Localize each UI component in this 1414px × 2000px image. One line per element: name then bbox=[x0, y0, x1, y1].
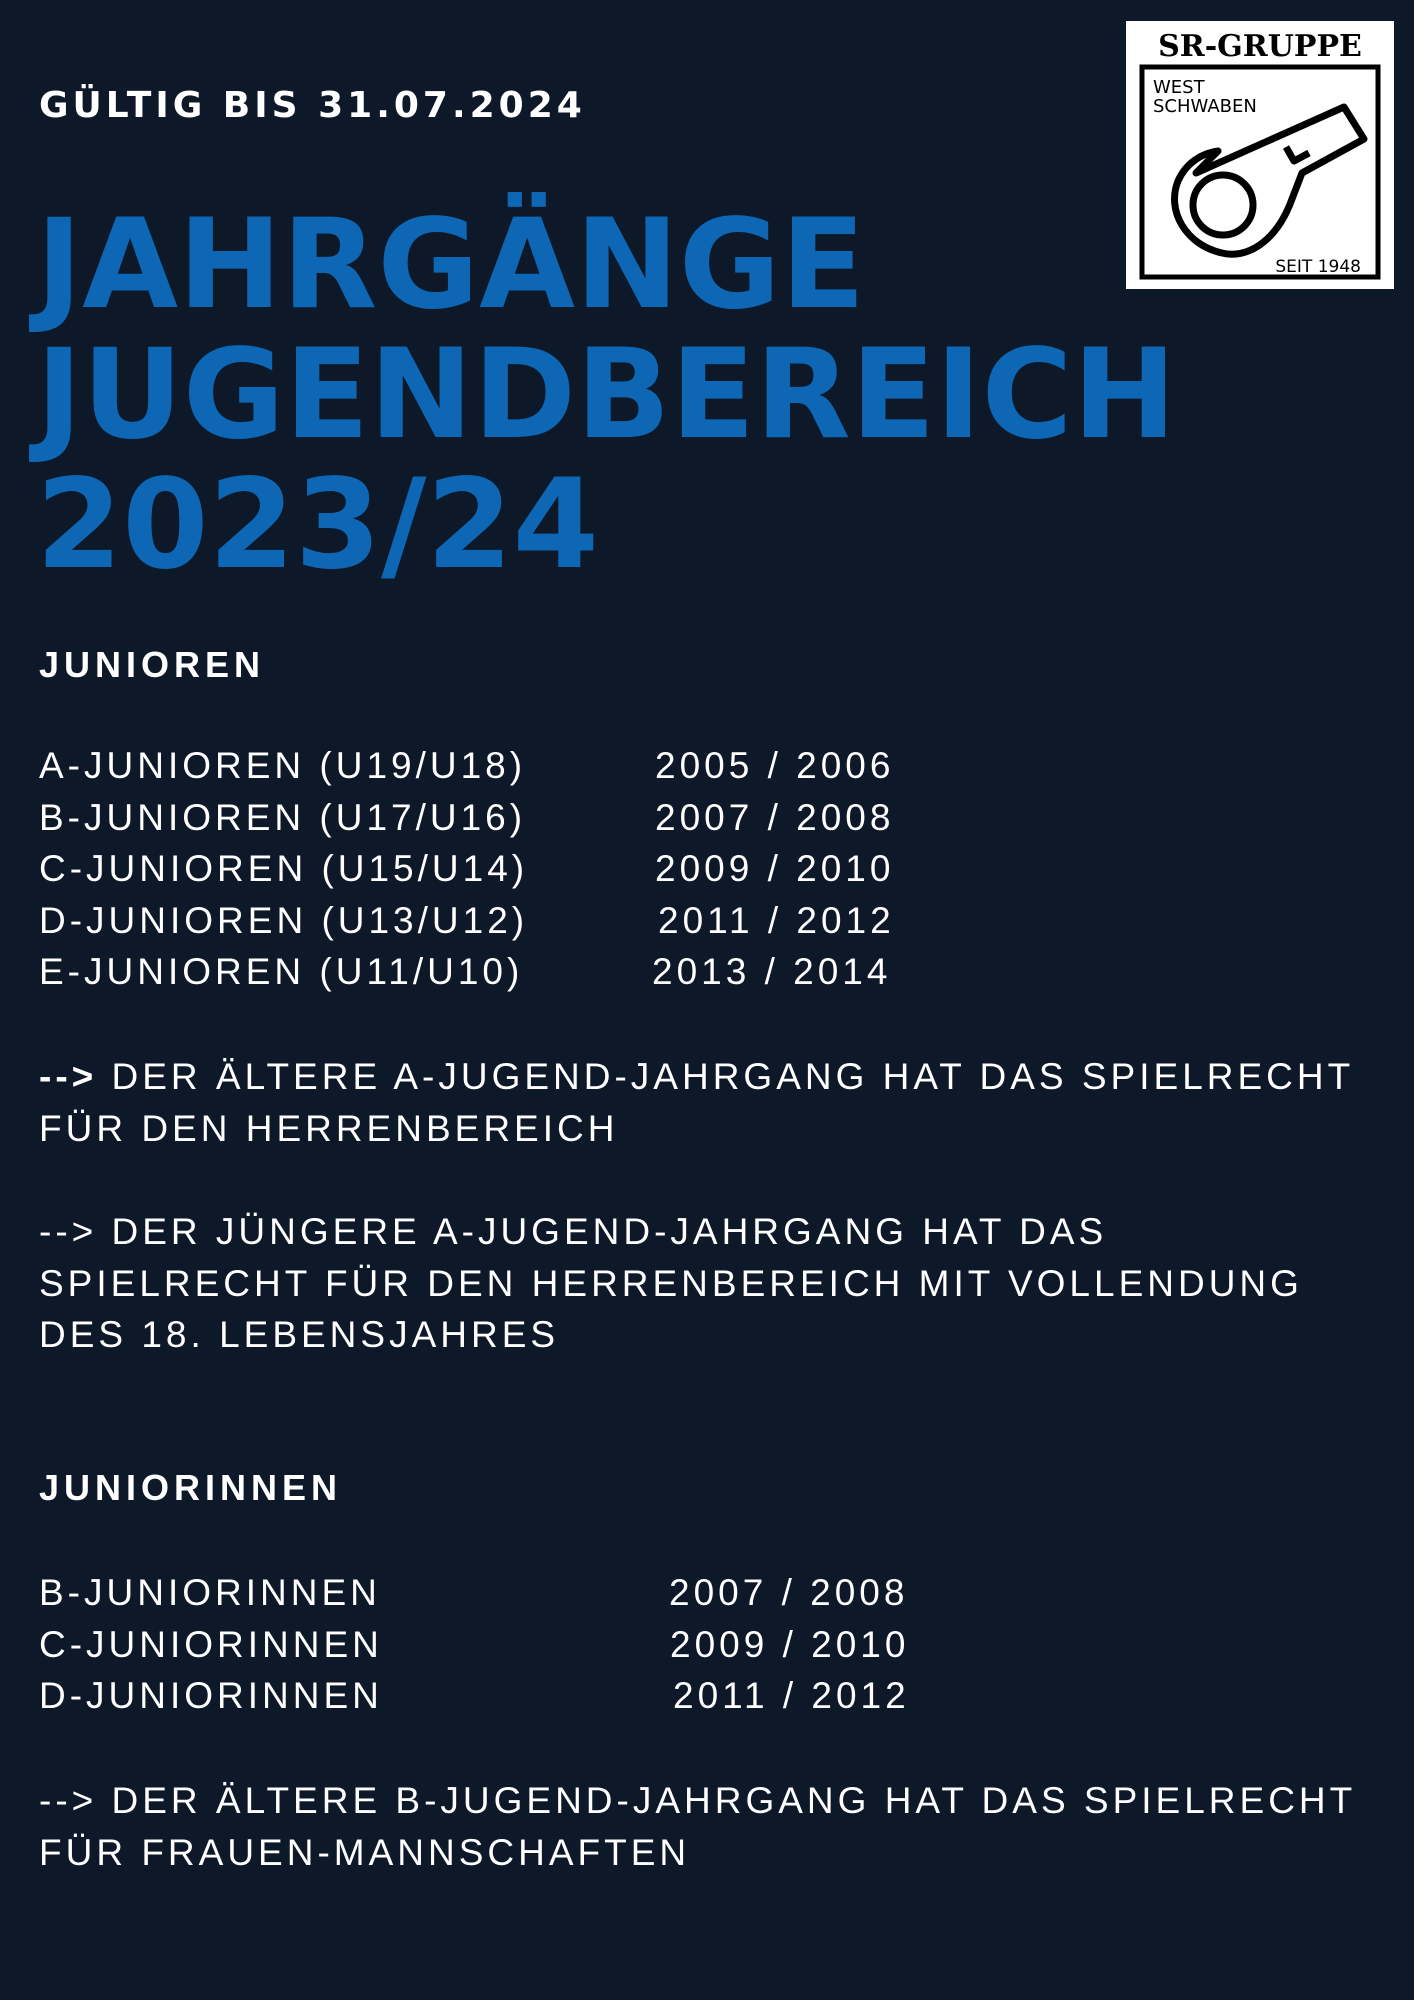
logo-since: SEIT 1948 bbox=[1275, 257, 1361, 277]
row-years: 2007 / 2008 bbox=[655, 796, 895, 838]
row-label: D-JUNIORINNEN bbox=[39, 1675, 383, 1717]
row-label: C-JUNIORINNEN bbox=[39, 1623, 383, 1665]
logo-line-1: WEST bbox=[1153, 77, 1205, 98]
note-text: DER ÄLTERE A-JUGEND-JAHRGANG HAT DAS SPIELRECHT FÜR DEN HERRENBEREICH bbox=[39, 1056, 1354, 1149]
section-heading-junioren: JUNIOREN bbox=[39, 644, 266, 685]
row-label: B-JUNIOREN (U17/U16) bbox=[39, 796, 527, 838]
title-line-1: JAHRGÄNGE bbox=[36, 193, 866, 337]
row-years: 2009 / 2010 bbox=[655, 848, 895, 890]
row-years: 2009 / 2010 bbox=[670, 1623, 910, 1665]
logo-top-text: SR-GRUPPE bbox=[1158, 29, 1362, 64]
note-b-jugend-older: --> DER ÄLTERE B-JUGEND-JAHRGANG HAT DAS SPIELRECHT FÜR FRAUEN-MANNSCHAFTEN bbox=[39, 1780, 1356, 1873]
section-heading-juniorinnen: JUNIORINNEN bbox=[39, 1467, 343, 1508]
row-years: 2005 / 2006 bbox=[655, 745, 895, 786]
row-label: E-JUNIOREN (U11/U10) bbox=[39, 951, 524, 993]
note-arrow: --> bbox=[39, 1056, 98, 1097]
sr-gruppe-logo bbox=[1126, 21, 1394, 289]
title-line-2: JUGENDBEREICH bbox=[36, 323, 1177, 467]
row-label: C-JUNIOREN (U15/U14) bbox=[39, 848, 529, 890]
note-a-jugend-older bbox=[39, 1051, 1379, 1154]
row-years: 2011 / 2012 bbox=[673, 1675, 910, 1717]
row-label: B-JUNIORINNEN bbox=[39, 1572, 381, 1613]
note-a-jugend-younger: --> DER JÜNGERE A-JUGEND-JAHRGANG HAT DAS SPIELRECHT FÜR DEN HERRENBEREICH MIT VOLLENDUNG DES 18. LEBENSJAHRES bbox=[39, 1211, 1303, 1356]
row-label: A-JUNIOREN (U19/U18) bbox=[39, 745, 527, 786]
row-label: D-JUNIOREN (U13/U12) bbox=[39, 899, 529, 941]
row-years: 2011 / 2012 bbox=[658, 899, 895, 941]
row-years: 2007 / 2008 bbox=[669, 1572, 909, 1613]
row-years: 2013 / 2014 bbox=[652, 951, 892, 993]
logo-graphic bbox=[1126, 21, 1394, 289]
logo-line-2: SCHWABEN bbox=[1153, 96, 1257, 117]
page-title bbox=[36, 193, 1177, 597]
validity-date: GÜLTIG BIS 31.07.2024 bbox=[39, 85, 586, 126]
title-line-3: 2023/24 bbox=[36, 453, 599, 597]
